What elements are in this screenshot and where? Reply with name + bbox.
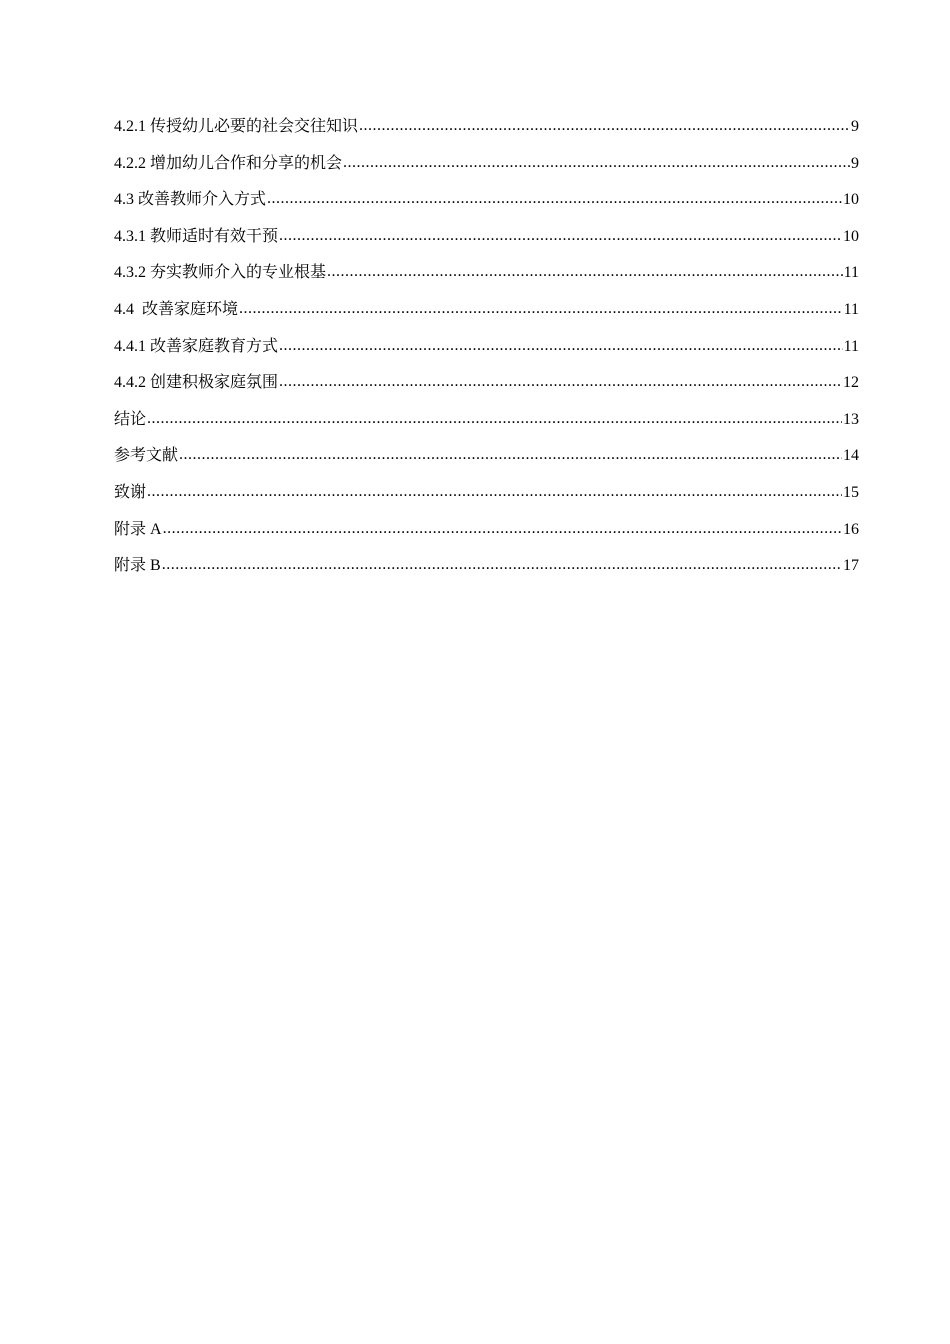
toc-entry-title: 附录 A bbox=[114, 520, 162, 538]
toc-entry-4-4-2[interactable] bbox=[114, 369, 859, 406]
toc-entry-4-3-1[interactable] bbox=[114, 223, 859, 260]
toc-entry-title: 4.2.2 增加幼儿合作和分享的机会 bbox=[114, 154, 343, 172]
toc-page-number: 11 bbox=[843, 337, 859, 355]
toc-entry-title: 4.2.1 传授幼儿必要的社会交往知识 bbox=[114, 118, 359, 135]
toc-entry-title: 4.3.2 夯实教师介入的专业根基 bbox=[114, 264, 327, 282]
toc-dot-leader bbox=[147, 405, 842, 433]
toc-page-number: 9 bbox=[851, 154, 859, 172]
table-of-contents bbox=[114, 113, 859, 589]
toc-page-number: 13 bbox=[843, 410, 859, 428]
toc-entry-title: 结论 bbox=[114, 410, 147, 428]
toc-page-number: 10 bbox=[843, 227, 859, 245]
toc-entry-title: 4.4 改善家庭环境 bbox=[114, 300, 239, 318]
toc-page-number: 17 bbox=[843, 557, 859, 575]
toc-entry-conclusion[interactable] bbox=[114, 406, 859, 443]
toc-entry-acknowledgements[interactable] bbox=[114, 479, 859, 516]
toc-entry-4-3-2[interactable] bbox=[114, 259, 859, 296]
toc-entry-title: 4.3 改善教师介入方式 bbox=[114, 191, 267, 209]
toc-dot-leader bbox=[239, 295, 843, 323]
toc-page-number: 16 bbox=[843, 520, 859, 538]
toc-entry-4-2-1[interactable] bbox=[114, 113, 859, 150]
toc-dot-leader bbox=[179, 441, 842, 469]
toc-dot-leader bbox=[162, 551, 842, 579]
toc-dot-leader bbox=[163, 515, 842, 543]
toc-entry-appendix-b[interactable] bbox=[114, 552, 859, 589]
toc-entry-title: 4.4.2 创建积极家庭氛围 bbox=[114, 374, 279, 392]
toc-dot-leader bbox=[279, 222, 842, 250]
toc-dot-leader bbox=[359, 112, 850, 140]
toc-page-number: 11 bbox=[843, 264, 859, 282]
toc-dot-leader bbox=[343, 149, 850, 177]
toc-dot-leader bbox=[279, 368, 842, 396]
toc-dot-leader bbox=[267, 185, 842, 213]
toc-page-number: 10 bbox=[843, 191, 859, 209]
toc-entry-title: 致谢 bbox=[114, 483, 147, 501]
toc-entry-title: 参考文献 bbox=[114, 447, 179, 465]
toc-dot-leader bbox=[279, 332, 843, 360]
toc-page-number: 15 bbox=[843, 483, 859, 501]
toc-page-number: 14 bbox=[843, 447, 859, 465]
toc-dot-leader bbox=[147, 478, 842, 506]
toc-entry-title: 4.4.1 改善家庭教育方式 bbox=[114, 337, 279, 355]
toc-entry-appendix-a[interactable] bbox=[114, 516, 859, 553]
toc-entry-title: 附录 B bbox=[114, 557, 161, 575]
toc-entry-4-2-2[interactable] bbox=[114, 150, 859, 187]
toc-page-number: 9 bbox=[851, 118, 859, 135]
toc-entry-4-4[interactable] bbox=[114, 296, 859, 333]
toc-page-number: 12 bbox=[843, 374, 859, 392]
toc-page-number: 11 bbox=[843, 300, 859, 318]
toc-entry-title: 4.3.1 教师适时有效干预 bbox=[114, 227, 279, 245]
toc-dot-leader bbox=[327, 258, 843, 286]
toc-entry-4-3[interactable] bbox=[114, 186, 859, 223]
toc-entry-references[interactable] bbox=[114, 442, 859, 479]
toc-entry-4-4-1[interactable] bbox=[114, 333, 859, 370]
